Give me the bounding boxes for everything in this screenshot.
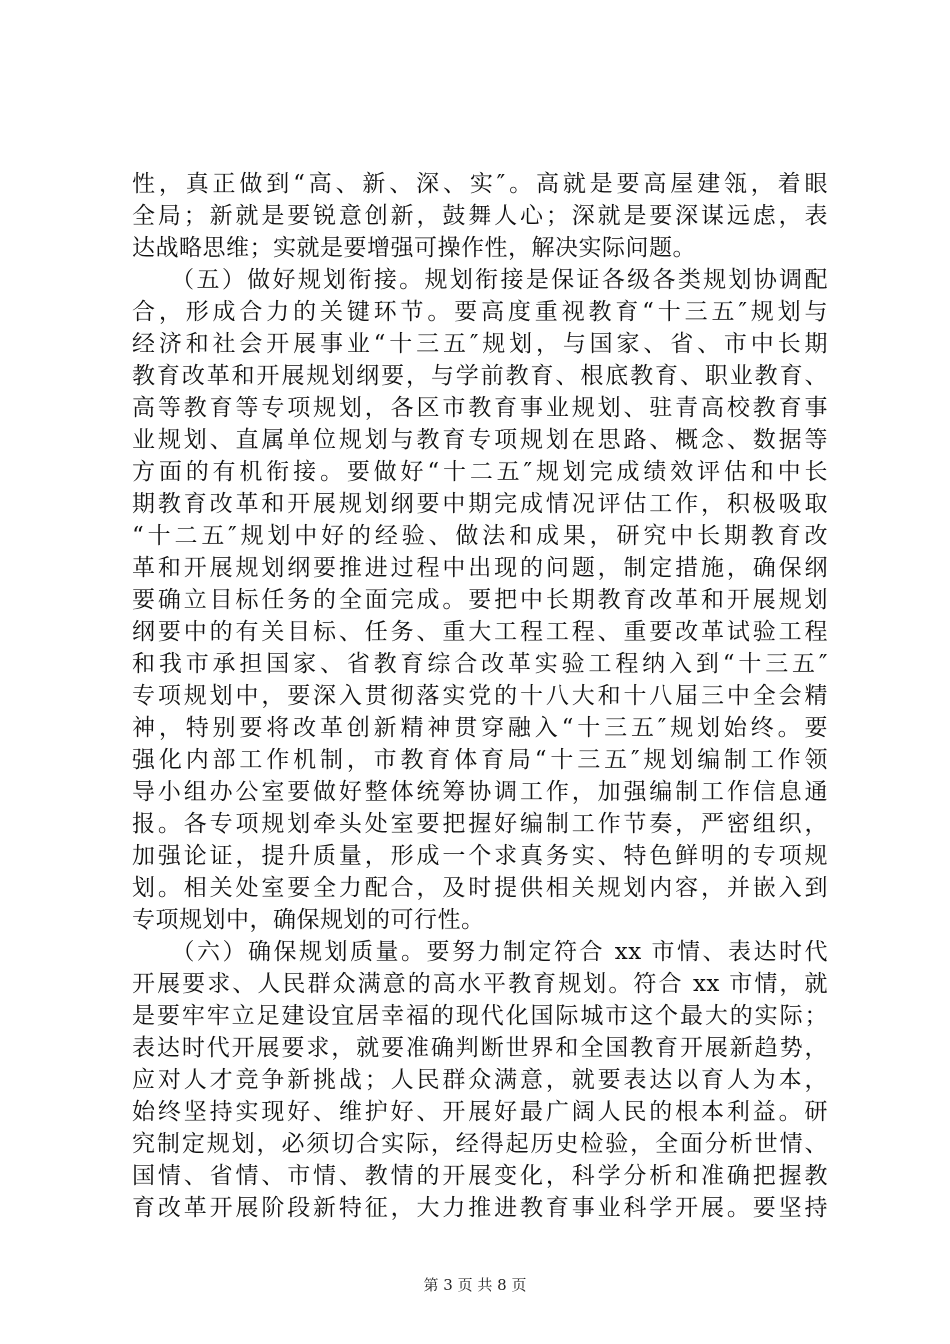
document-body <box>132 168 828 1224</box>
text-line: 究制定规划，必须切合实际，经得起历史检验，全面分析世情、 <box>132 1131 828 1157</box>
text-line: 经济和社会开展事业“十三五″规划，与国家、省、市中长期 <box>132 331 828 357</box>
text-line: 专项规划中，确保规划的可行性。 <box>132 907 485 933</box>
text-line: 性，真正做到“高、新、深、实″。高就是要高屋建瓴，着眼 <box>132 171 828 197</box>
text-line: 高等教育等专项规划，各区市教育事业规划、驻青高校教育事 <box>132 395 828 421</box>
text-line: 和我市承担国家、省教育综合改革实验工程纳入到“十三五″ <box>132 651 828 677</box>
page-footer <box>0 1274 950 1295</box>
text-line: 纲要中的有关目标、任务、重大工程工程、重要改革试验工程 <box>132 619 828 645</box>
text-line: 加强论证，提升质量，形成一个求真务实、特色鲜明的专项规 <box>132 843 828 869</box>
text-line: 报。各专项规划牵头处室要把握好编制工作节奏，严密组织， <box>132 811 828 837</box>
text-line: （六）确保规划质量。要努力制定符合 xx 市情、表达时代 <box>132 939 828 965</box>
text-line: 方面的有机衔接。要做好“十二五″规划完成绩效评估和中长 <box>132 459 828 485</box>
text-line: 要确立目标任务的全面完成。要把中长期教育改革和开展规划 <box>132 587 828 613</box>
text-line: 表达时代开展要求，就要准确判断世界和全国教育开展新趋势， <box>132 1035 828 1061</box>
text-line: 国情、省情、市情、教情的开展变化，科学分析和准确把握教 <box>132 1163 828 1189</box>
text-line: 业规划、直属单位规划与教育专项规划在思路、概念、数据等 <box>132 427 828 453</box>
text-line: 合，形成合力的关键环节。要高度重视教育“十三五″规划与 <box>132 299 828 325</box>
text-line: （五）做好规划衔接。规划衔接是保证各级各类规划协调配 <box>132 267 828 293</box>
text-line: “十二五″规划中好的经验、做法和成果，研究中长期教育改 <box>132 523 828 549</box>
text-line: 专项规划中，要深入贯彻落实党的十八大和十八届三中全会精 <box>132 683 828 709</box>
text-line: 教育改革和开展规划纲要，与学前教育、根底教育、职业教育、 <box>132 363 828 389</box>
text-line: 育改革开展阶段新特征，大力推进教育事业科学开展。要坚持 <box>132 1195 828 1221</box>
text-line: 导小组办公室要做好整体统筹协调工作，加强编制工作信息通 <box>132 779 828 805</box>
text-line: 革和开展规划纲要推进过程中出现的问题，制定措施，确保纲 <box>132 555 828 581</box>
text-line: 期教育改革和开展规划纲要中期完成情况评估工作，积极吸取 <box>132 491 828 517</box>
text-line: 应对人才竞争新挑战；人民群众满意，就要表达以育人为本， <box>132 1067 828 1093</box>
text-line: 神，特别要将改革创新精神贯穿融入“十三五″规划始终。要 <box>132 715 828 741</box>
text-line: 达战略思维；实就是要增强可操作性，解决实际问题。 <box>132 235 696 261</box>
text-line: 划。相关处室要全力配合，及时提供相关规划内容，并嵌入到 <box>132 875 828 901</box>
page-number-label: 第 3 页 共 8 页 <box>423 1276 527 1294</box>
text-line: 始终坚持实现好、维护好、开展好最广阔人民的根本利益。研 <box>132 1099 828 1125</box>
text-line: 是要牢牢立足建设宜居幸福的现代化国际城市这个最大的实际； <box>132 1003 828 1029</box>
text-line: 全局；新就是要锐意创新，鼓舞人心；深就是要深谋远虑，表 <box>132 203 828 229</box>
text-line: 强化内部工作机制，市教育体育局“十三五″规划编制工作领 <box>132 747 828 773</box>
text-line: 开展要求、人民群众满意的高水平教育规划。符合 xx 市情，就 <box>132 971 828 997</box>
